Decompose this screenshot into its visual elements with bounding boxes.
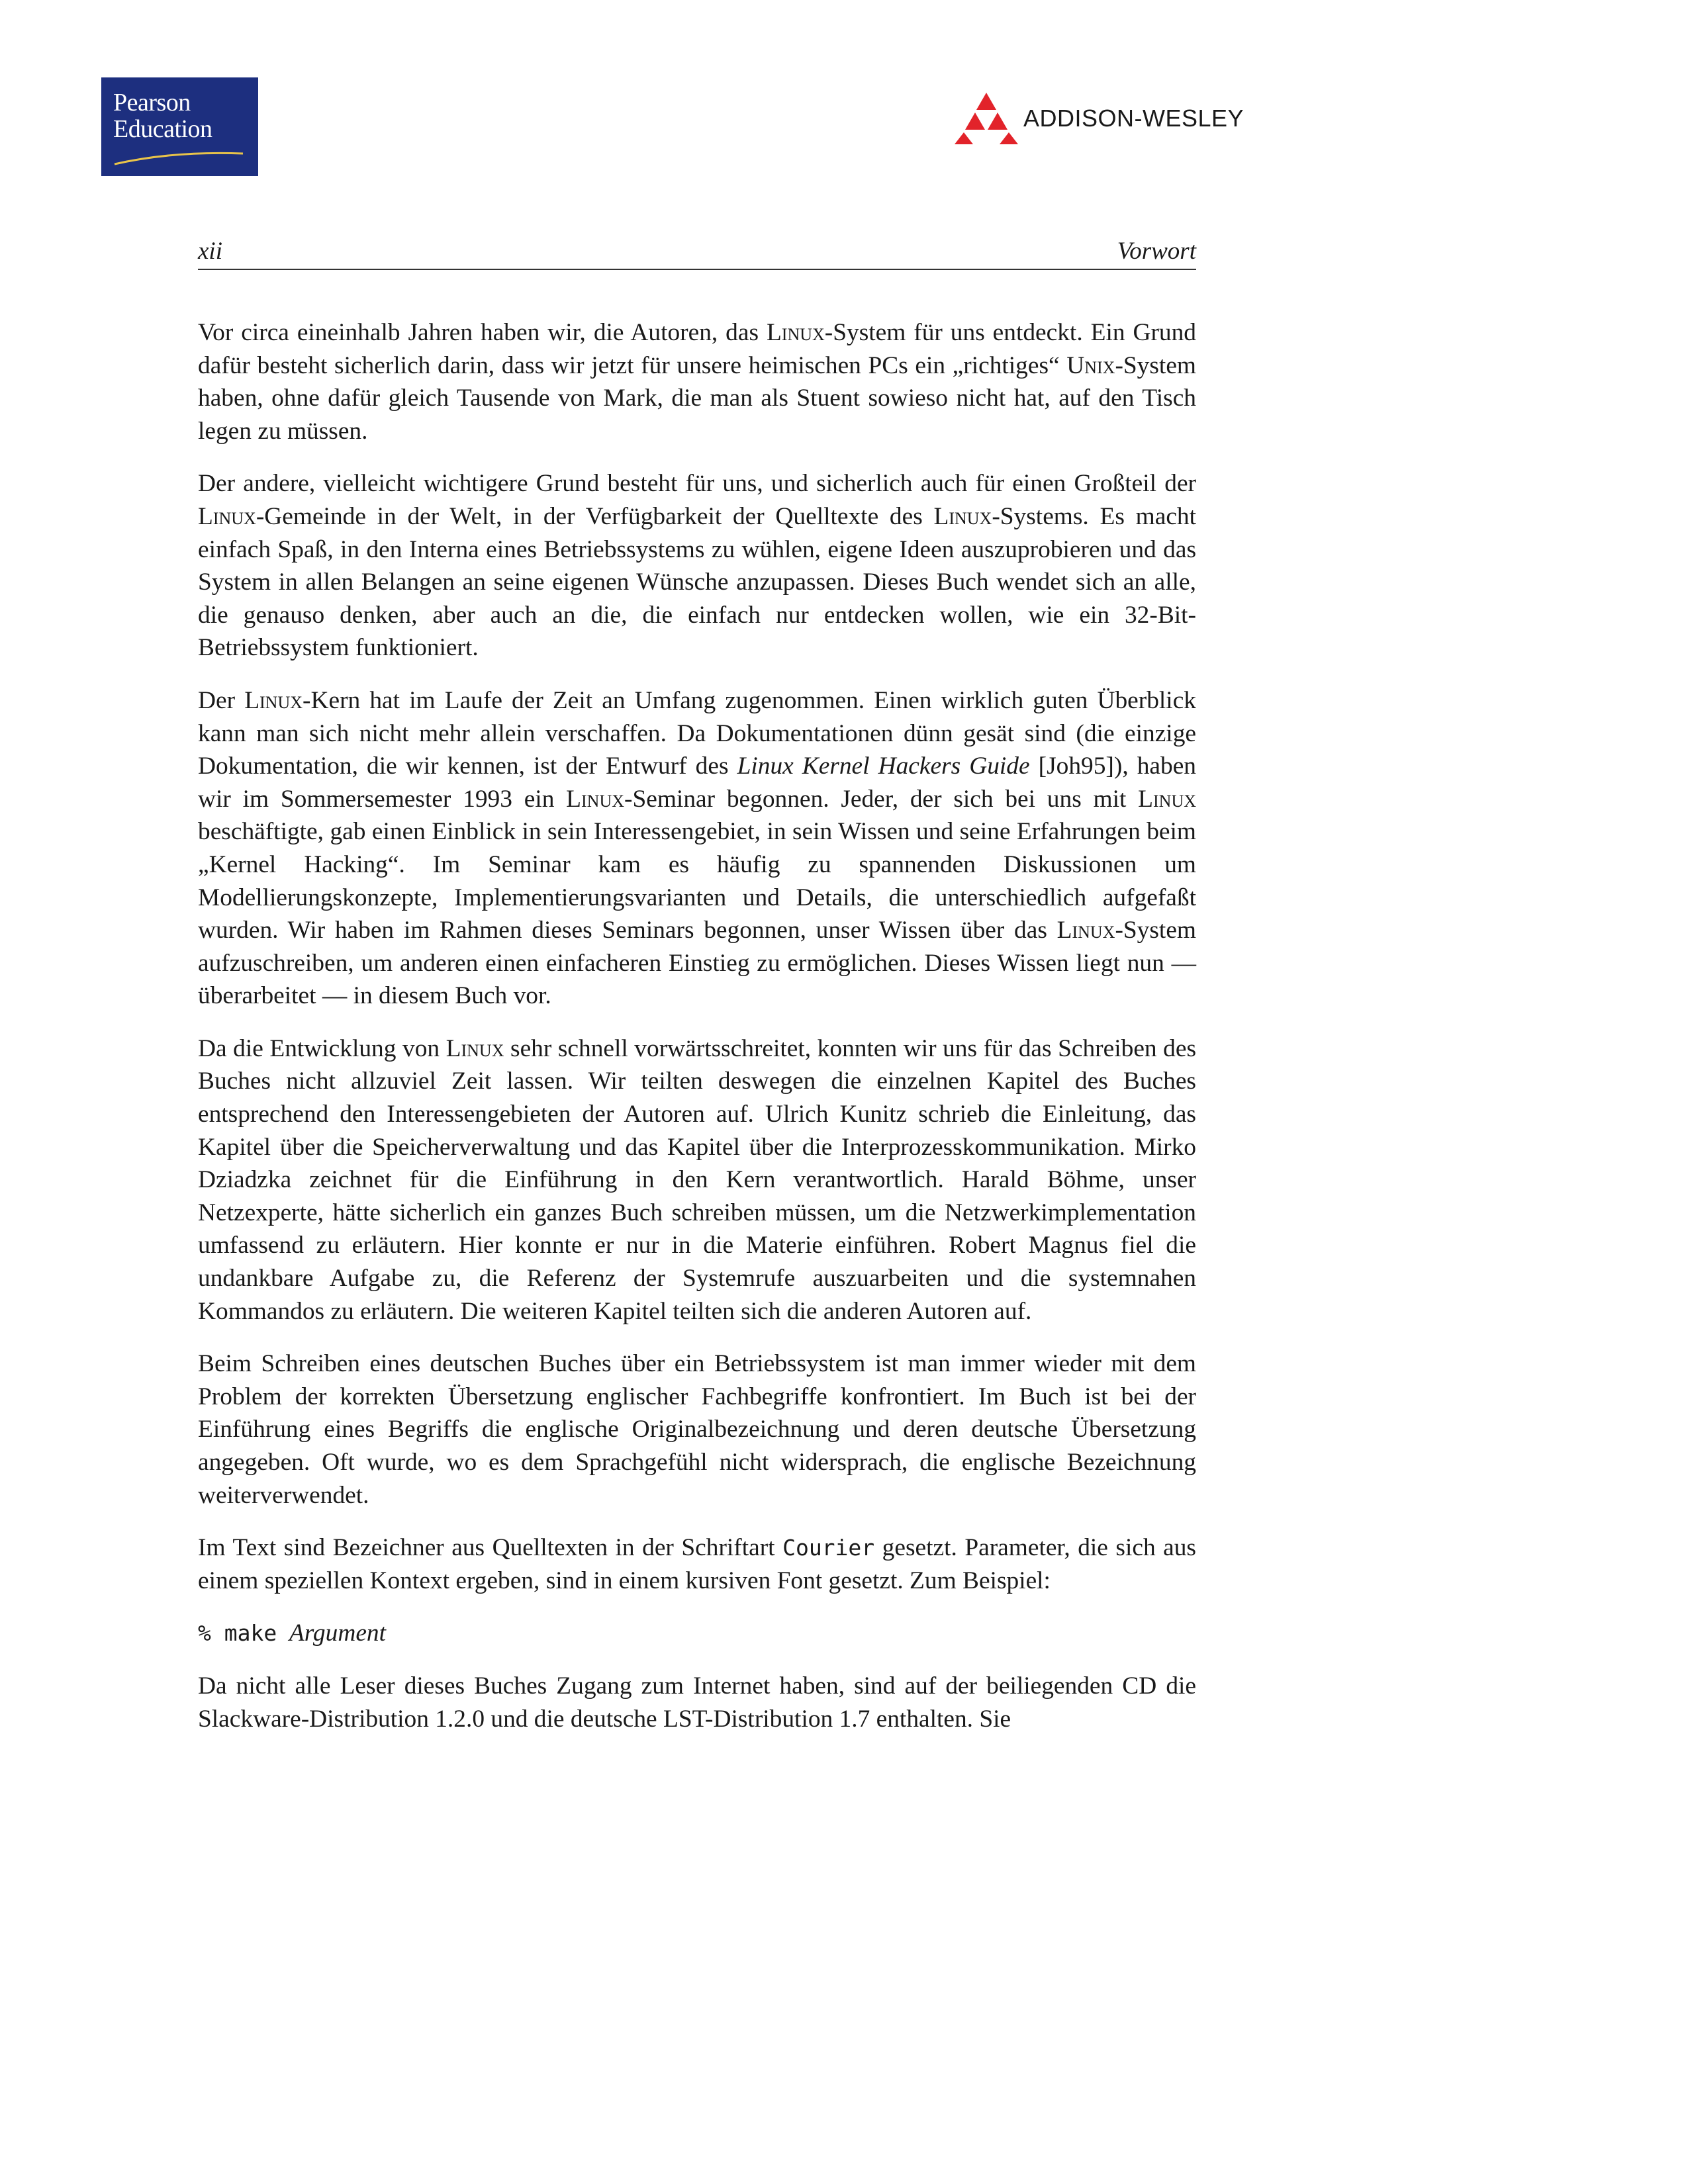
command-example (198, 1617, 1196, 1650)
pearson-logo-line2: Education (113, 115, 212, 143)
book-title: Linux Kernel Hackers Guide (737, 752, 1030, 780)
courier-sample: Courier (782, 1535, 875, 1561)
body-text (198, 316, 1196, 1755)
addison-wesley-logo (953, 91, 1258, 144)
pearson-swoosh-icon (113, 147, 246, 167)
paragraph-5: Beim Schreiben eines deutschen Buches über ein Betriebssystem ist man immer wieder mit dem Problem der korrekten Übersetzung englischer Fachbegriffe konfrontiert. Im Buch ist bei der Einführung eines Begriffs die englische Originalbezeichnung und deren deutsche Übersetzung angegeben. Oft wurde, wo es dem Sprachgefühl nicht widersprach, die englische Bezeichnung weiterverwendet. (198, 1350, 1196, 1509)
paragraph-4: Da die Entwicklung von Linux sehr schnell vorwärtsschreitet, konnten wir uns für das Schreiben des Buches nicht allzuviel Zeit lassen. Wir teilten deswegen die einzelnen Kapitel des Buches entsprechend den Interessengebieten der Autoren auf. Ulrich Kunitz schrieb die Einleitung, das Kapitel über die Speicherverwaltung und das Kapitel über die Interprozesskommunikation. Mirko Dziadzka zeichnet für die Einführung in den Kern verantwortlich. Harald Böhme, unser Netzexperte, hätte sicherlich ein ganzes Buch schreiben müssen, um die Netzwerkimplementation umfassend zu erläutern. Hier konnte er nur in die Materie einführen. Robert Magnus fiel die undankbare Aufgabe zu, die Referenz der Systemrufe auszuarbeiten und die systemnahen Kommandos zu erläutern. Die weiteren Kapitel teilten sich die anderen Autoren auf. (198, 1034, 1196, 1325)
command-prompt: % make (198, 1620, 277, 1647)
command-argument: Argument (289, 1619, 386, 1647)
paragraph-2: Der andere, vielleicht wichtigere Grund besteht für uns, und sicherlich auch für einen Großteil der Linux-Gemeinde in der Welt, in der Verfügbarkeit der Quelltexte des Linux-Systems. Es macht einfach Spaß, in den Interna eines Betriebssystems zu wühlen, eigene Ideen auszuprobieren und das System in allen Belangen an seine eigenen Wünsche anzupassen. Dieses Buch wendet sich an alle, die genauso denken, aber auch an die, die einfach nur entdecken wollen, wie ein 32-Bit-Betriebssystem funktioniert. (198, 470, 1196, 662)
paragraph-7: Da nicht alle Leser dieses Buches Zugang zum Internet haben, sind auf der beiliegenden CD die Slackware-Distribution 1.2.0 und die deutsche LST-Distribution 1.7 enthalten. Sie (198, 1672, 1196, 1733)
paragraph-6: Im Text sind Bezeichner aus Quelltexten in der Schriftart Courier gesetzt. Parameter, die sich aus einem speziellen Kontext ergeben, sind in einem kursiven Font gesetzt. Zum Beispiel: (198, 1534, 1196, 1594)
running-title: Vorwort (1117, 238, 1196, 265)
addison-wesley-triangles-icon (953, 91, 1019, 144)
pearson-education-logo (101, 77, 258, 176)
paragraph-1: Vor circa eineinhalb Jahren haben wir, die Autoren, das Linux-System für uns entdeckt. Ein Grund dafür besteht sicherlich darin, dass wir jetzt für unsere heimischen PCs ein „richtiges“ Unix-System haben, ohne dafür gleich Tausende von Mark, die man als Stuent sowieso nicht hat, auf den Tisch legen zu müssen. (198, 319, 1196, 445)
page-number: xii (198, 238, 222, 265)
paragraph-3: Der Linux-Kern hat im Laufe der Zeit an Umfang zugenommen. Einen wirklich guten Überblick kann man sich nicht mehr allein verschaffen. Da Dokumentationen dünn gesät sind (die einzige Dokumentation, die wir kennen, ist der Entwurf des Linux Kernel Hackers Guide [Joh95]), haben wir im Sommersemester 1993 ein Linux-Seminar begonnen. Jeder, der sich bei uns mit Linux beschäftigte, gab einen Einblick in sein Interessengebiet, in sein Wissen und seine Erfahrungen beim „Kernel Hacking“. Im Seminar kam es häufig zu spannenden Diskussionen um Modellierungskonzepte, Implementierungsvarianten und Details, die unterschiedlich aufgefaßt wurden. Wir haben im Rahmen dieses Seminars begonnen, unser Wissen über das Linux-System aufzuschreiben, um anderen einen einfacheren Einstieg zu ermöglichen. Dieses Wissen liegt nun — überarbeitet — in diesem Buch vor. (198, 686, 1196, 1010)
addison-wesley-wordmark: ADDISON-WESLEY (1023, 105, 1244, 132)
pearson-logo-line1: Pearson (113, 89, 191, 116)
running-header (198, 237, 1196, 270)
